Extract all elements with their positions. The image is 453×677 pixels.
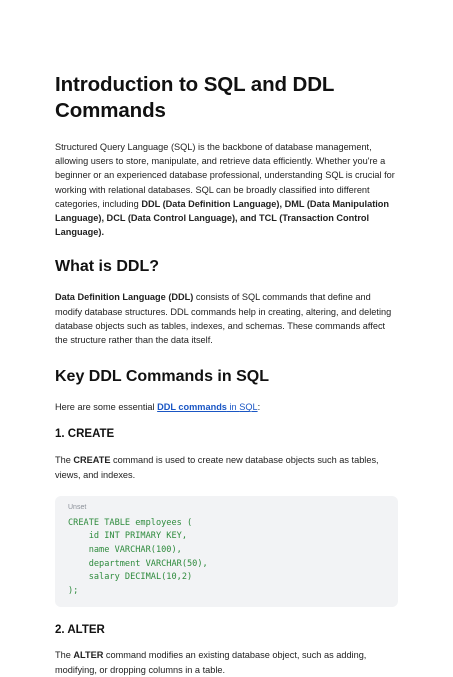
key-commands-end: : [257, 402, 261, 413]
create-code-block [55, 496, 398, 608]
code-language-label: Unset [68, 503, 87, 511]
create-text: command is used to create new database objects such as tables, views, and indexes. [55, 455, 379, 480]
page-title: Introduction to SQL and DDL Commands [55, 73, 334, 122]
intro-text: Structured Query Language (SQL) is the backbone of database management, allowing users to store, manipulate, and retrieve data efficiently. Whether you're a beginner or an experienced database professional, understanding SQL is crucial for working with relational databases. SQL can be broadly classified into different categories, including [55, 142, 395, 209]
heading-what-is-ddl: What is DDL? [55, 258, 159, 276]
alter-bold: ALTER [73, 650, 104, 661]
key-commands-intro [55, 400, 398, 414]
ddl-definition-paragraph [55, 290, 398, 347]
heading-alter: 2. ALTER [55, 624, 105, 637]
create-bold: CREATE [73, 455, 111, 466]
key-commands-lead: Here are some essential [55, 402, 158, 413]
create-table-code: CREATE TABLE employees ( id INT PRIMARY KEY, name VARCHAR(100), department VARCHAR(50), salary DECIMAL(10,2) ); [68, 517, 208, 596]
create-description [55, 453, 398, 481]
link-connector[interactable]: in [226, 402, 240, 413]
ddl-bold-lead: Data Definition Language (DDL) [55, 292, 194, 303]
intro-paragraph [55, 140, 398, 239]
heading-create: 1. CREATE [55, 428, 115, 441]
alter-pre: The [55, 650, 74, 661]
ddl-definition-text: consists of SQL commands that define and modify database structures. DDL commands help in creating, altering, and deleting database objects such as tables, indexes, and schemas. These commands affect the structure rather than the data itself. [55, 292, 392, 346]
heading-key-ddl-commands: Key DDL Commands in SQL [55, 368, 269, 386]
alter-text: command modifies an existing database object, such as adding, modifying, or dropping columns in a table. [55, 650, 367, 675]
alter-description [55, 648, 398, 676]
create-pre: The [55, 455, 74, 466]
sql-link[interactable]: SQL [239, 402, 258, 413]
intro-bold-categories: DDL (Data Definition Language), DML (Data Manipulation Language), DCL (Data Control Language), and TCL (Transaction Control Language). [55, 198, 390, 238]
ddl-commands-link[interactable]: DDL commands [157, 402, 227, 413]
